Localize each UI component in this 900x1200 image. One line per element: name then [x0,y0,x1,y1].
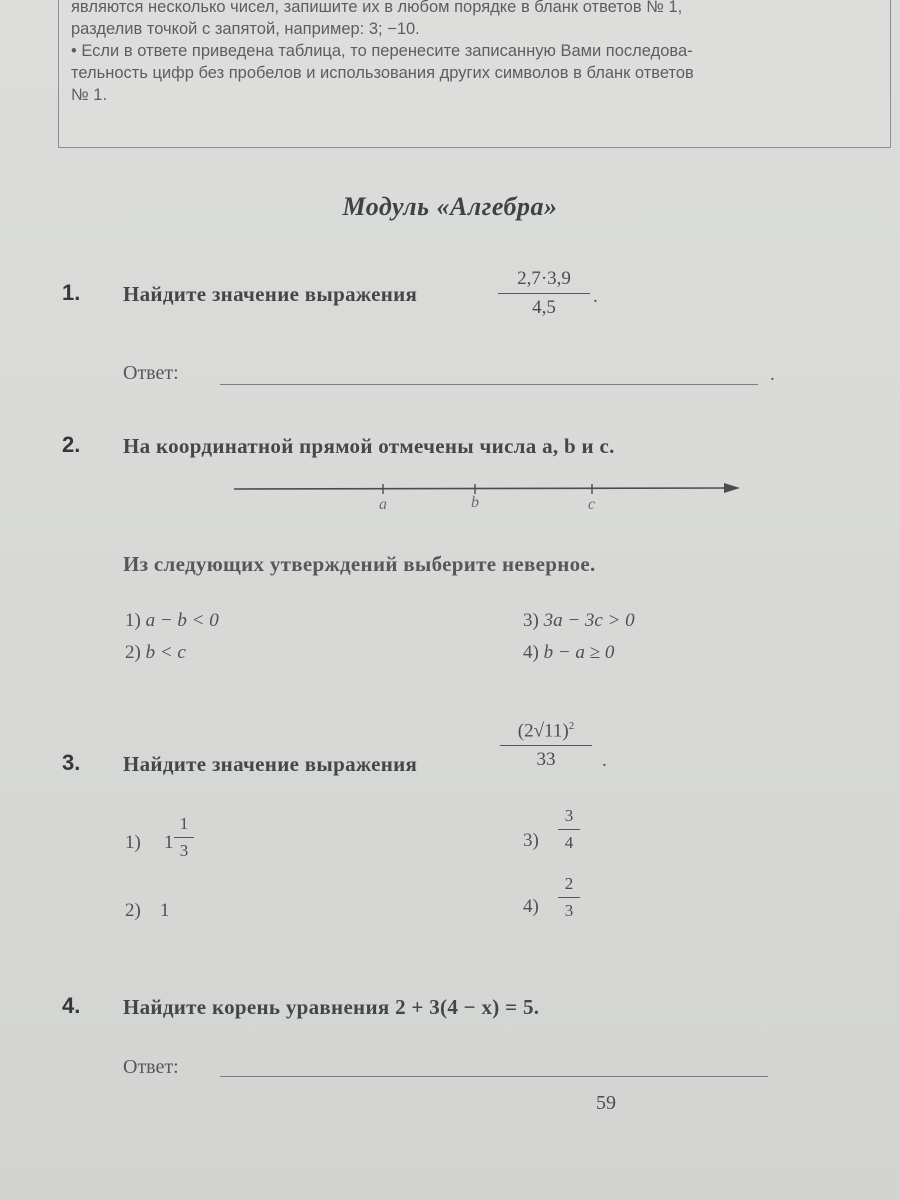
axis-label-a: a [379,496,387,513]
question-4-number: 4. [62,993,81,1018]
numerator-base: (2√11) [517,720,569,742]
fraction-denominator: 33 [536,749,556,771]
option-number: 2) [125,642,141,663]
option-number: 4) [523,642,539,663]
question-4-answer-field[interactable] [220,1056,768,1077]
question-4-answer-label: Ответ: [123,1056,179,1078]
option-text: 3a − 3c > 0 [543,610,635,631]
instruction-line: • Если в ответе приведена таблица, то перенесите записанную Вами последова- [71,42,693,60]
question-1-text: Найдите значение выражения [123,282,418,306]
question-2-option-1[interactable] [125,610,219,632]
option-number: 1) [125,610,141,631]
option-text: b < c [145,642,186,663]
page-number: 59 [596,1092,616,1114]
question-2-option-2[interactable] [125,642,186,664]
fraction-bar [558,897,580,898]
fraction-denominator: 4 [564,833,574,852]
option-value: 1 [160,900,170,921]
option-text: b − a ≥ 0 [543,642,615,663]
axis-label-b: b [471,494,479,511]
fraction-numerator: 2,7·3,9 [517,268,571,289]
option-number: 2) [125,900,141,921]
fraction-bar [558,829,580,830]
numerator-exponent: 2 [568,720,575,732]
option-number: 3) [523,610,539,631]
number-line-axis [234,488,730,489]
number-line-arrow-icon [724,483,740,493]
fraction-denominator: 3 [564,901,574,920]
option-fraction [174,814,194,861]
question-2-subtext: Из следующих утверждений выберите неверное. [123,552,596,576]
question-3-text: Найдите значение выражения [123,752,418,776]
instruction-line: № 1. [71,86,108,104]
question-1-end-punct: . [593,286,598,307]
fraction-denominator: 3 [179,841,189,860]
question-2-text: На координатной прямой отмечены числа a, b и c. [123,434,615,458]
question-1-answer-label: Ответ: [123,362,179,384]
option-text: a − b < 0 [145,610,219,631]
fraction-numerator: 1 [179,814,189,833]
fraction-numerator: 2 [564,874,574,893]
fraction-numerator: 3 [564,806,574,825]
option-fraction [558,806,580,853]
question-3-fraction [500,720,592,771]
option-whole: 1 [164,832,174,853]
option-number: 4) [523,896,539,917]
module-title: Модуль «Алгебра» [342,192,558,221]
instruction-line: тельность цифр без пробелов и использования других символов в бланк ответов [71,64,694,82]
question-2-option-3[interactable] [523,610,635,632]
question-4-text: Найдите корень уравнения 2 + 3(4 − x) = 5. [123,995,540,1019]
question-2-option-4[interactable] [523,642,614,664]
option-number: 1) [125,832,141,853]
question-1-number: 1. [62,280,81,305]
question-3-end-punct: . [602,750,607,771]
question-3-number: 3. [62,750,81,775]
option-fraction [558,874,580,921]
question-2-number: 2. [62,432,81,457]
fraction-bar [174,837,194,838]
axis-label-c: c [588,496,596,513]
instruction-line: являются несколько чисел, запишите их в любом порядке в бланк ответов № 1, [71,0,683,16]
question-1-answer-end: . [770,364,775,385]
fraction-denominator: 4,5 [532,297,556,318]
option-number: 3) [523,830,539,851]
fraction-bar [500,745,592,746]
fraction-numerator [500,720,592,742]
instruction-line: разделив точкой с запятой, например: 3; −10. [71,20,420,38]
